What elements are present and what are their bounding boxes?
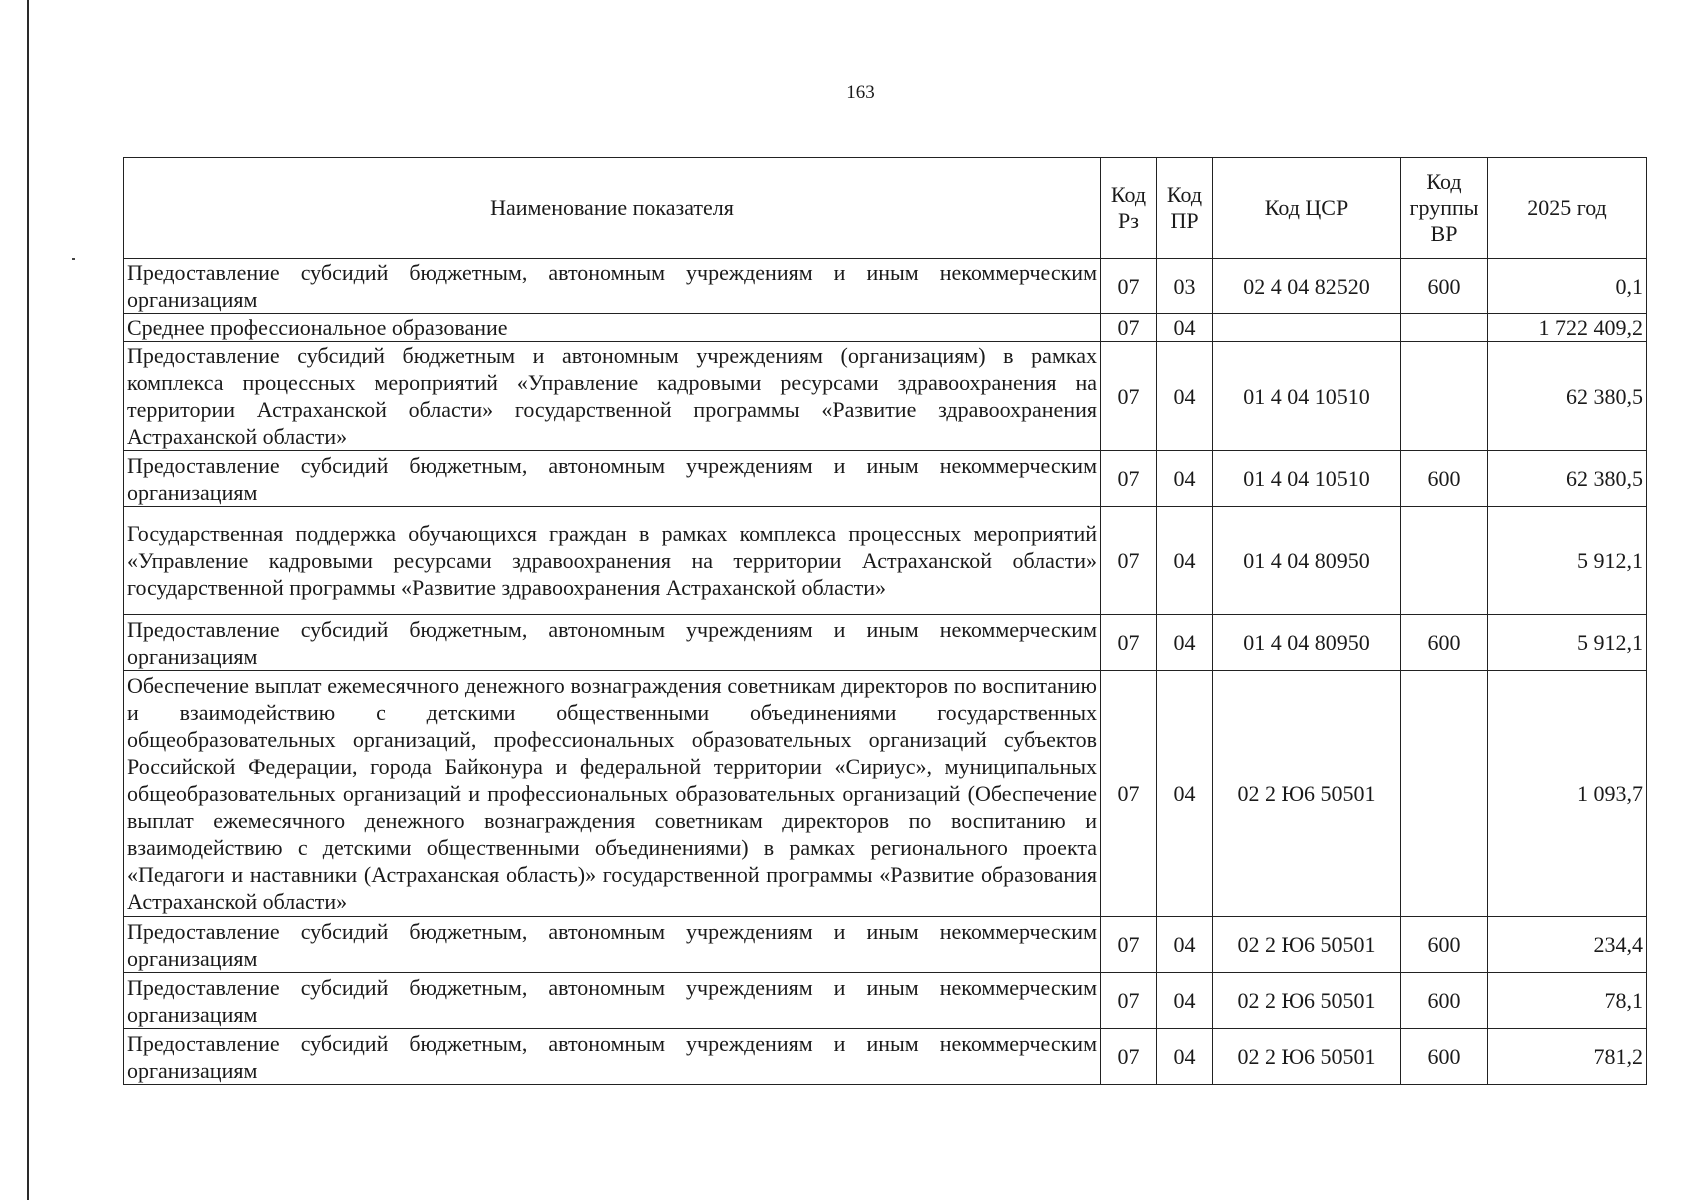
row-amount: 62 380,5	[1488, 342, 1647, 451]
row-vr	[1401, 342, 1488, 451]
row-pr: 04	[1157, 451, 1213, 507]
header-pr: Код ПР	[1157, 158, 1213, 259]
row-csr: 02 2 Ю6 50501	[1213, 671, 1401, 917]
page-number: 163	[846, 82, 875, 103]
row-name: Предоставление субсидий бюджетным, автономным учреждениям и иным некоммерческим организациям	[124, 917, 1101, 973]
row-csr: 02 2 Ю6 50501	[1213, 917, 1401, 973]
table-row	[124, 973, 1647, 1029]
row-pr: 04	[1157, 917, 1213, 973]
row-rz: 07	[1101, 973, 1157, 1029]
row-amount: 5 912,1	[1488, 507, 1647, 615]
table-row	[124, 917, 1647, 973]
row-rz: 07	[1101, 451, 1157, 507]
row-csr: 01 4 04 80950	[1213, 615, 1401, 671]
row-vr: 600	[1401, 1029, 1488, 1085]
row-vr	[1401, 507, 1488, 615]
scan-speck	[72, 258, 75, 260]
table-row	[124, 671, 1647, 917]
row-csr: 01 4 04 10510	[1213, 342, 1401, 451]
row-pr: 04	[1157, 615, 1213, 671]
row-pr: 04	[1157, 671, 1213, 917]
binding-line	[27, 0, 29, 1200]
table-row	[124, 507, 1647, 615]
row-name: Предоставление субсидий бюджетным, автономным учреждениям и иным некоммерческим организациям	[124, 973, 1101, 1029]
row-rz: 07	[1101, 1029, 1157, 1085]
row-name: Обеспечение выплат ежемесячного денежного вознаграждения советникам директоров по воспитанию и взаимодействию с детскими общественными объединениями государственных общеобразовательных организаций, профессиональных образовательных организаций субъектов Российской Федерации, города Байконура и федеральной территории «Сириус», муниципальных общеобразовательных организаций и профессиональных образовательных организаций (Обеспечение выплат ежемесячного денежного вознаграждения советникам директоров по воспитанию и взаимодействию с детскими общественными объединениями) в рамках регионального проекта «Педагоги и наставники (Астраханская область)» государственной программы «Развитие образования Астраханской области»	[124, 671, 1101, 917]
row-rz: 07	[1101, 917, 1157, 973]
row-vr: 600	[1401, 973, 1488, 1029]
header-rz: Код Рз	[1101, 158, 1157, 259]
row-vr	[1401, 314, 1488, 342]
row-pr: 04	[1157, 973, 1213, 1029]
row-rz: 07	[1101, 671, 1157, 917]
row-vr: 600	[1401, 615, 1488, 671]
row-rz: 07	[1101, 259, 1157, 314]
row-vr: 600	[1401, 917, 1488, 973]
row-csr: 02 2 Ю6 50501	[1213, 1029, 1401, 1085]
table-header	[124, 158, 1647, 259]
table-row	[124, 259, 1647, 314]
row-name: Среднее профессиональное образование	[124, 314, 1101, 342]
row-rz: 07	[1101, 314, 1157, 342]
header-name: Наименование показателя	[124, 158, 1101, 259]
row-vr	[1401, 671, 1488, 917]
row-name: Предоставление субсидий бюджетным и автономным учреждениям (организациям) в рамках комплекса процессных мероприятий «Управление кадровыми ресурсами здравоохранения на территории Астраханской области» государственной программы «Развитие здравоохранения Астраханской области»	[124, 342, 1101, 451]
table-row	[124, 1029, 1647, 1085]
row-name: Государственная поддержка обучающихся граждан в рамках комплекса процессных мероприятий «Управление кадровыми ресурсами здравоохранения на территории Астраханской области» государственной программы «Развитие здравоохранения Астраханской области»	[124, 507, 1101, 615]
row-name: Предоставление субсидий бюджетным, автономным учреждениям и иным некоммерческим организациям	[124, 1029, 1101, 1085]
table-row	[124, 314, 1647, 342]
row-rz: 07	[1101, 342, 1157, 451]
row-rz: 07	[1101, 615, 1157, 671]
row-amount: 781,2	[1488, 1029, 1647, 1085]
row-amount: 1 093,7	[1488, 671, 1647, 917]
row-pr: 03	[1157, 259, 1213, 314]
row-vr: 600	[1401, 259, 1488, 314]
row-rz: 07	[1101, 507, 1157, 615]
row-name: Предоставление субсидий бюджетным, автономным учреждениям и иным некоммерческим организациям	[124, 451, 1101, 507]
row-amount: 62 380,5	[1488, 451, 1647, 507]
row-amount: 78,1	[1488, 973, 1647, 1029]
row-amount: 5 912,1	[1488, 615, 1647, 671]
table-body	[124, 259, 1647, 1085]
header-year: 2025 год	[1488, 158, 1647, 259]
row-csr: 02 4 04 82520	[1213, 259, 1401, 314]
row-csr: 01 4 04 10510	[1213, 451, 1401, 507]
row-amount: 0,1	[1488, 259, 1647, 314]
row-vr: 600	[1401, 451, 1488, 507]
table-row	[124, 451, 1647, 507]
table-row	[124, 342, 1647, 451]
row-pr: 04	[1157, 314, 1213, 342]
row-pr: 04	[1157, 507, 1213, 615]
row-csr	[1213, 314, 1401, 342]
row-name: Предоставление субсидий бюджетным, автономным учреждениям и иным некоммерческим организациям	[124, 615, 1101, 671]
row-pr: 04	[1157, 342, 1213, 451]
budget-table	[123, 157, 1647, 1085]
row-csr: 01 4 04 80950	[1213, 507, 1401, 615]
row-csr: 02 2 Ю6 50501	[1213, 973, 1401, 1029]
table-row	[124, 615, 1647, 671]
row-amount: 1 722 409,2	[1488, 314, 1647, 342]
row-amount: 234,4	[1488, 917, 1647, 973]
header-csr: Код ЦСР	[1213, 158, 1401, 259]
row-pr: 04	[1157, 1029, 1213, 1085]
row-name: Предоставление субсидий бюджетным, автономным учреждениям и иным некоммерческим организациям	[124, 259, 1101, 314]
header-vr: Код группы ВР	[1401, 158, 1488, 259]
